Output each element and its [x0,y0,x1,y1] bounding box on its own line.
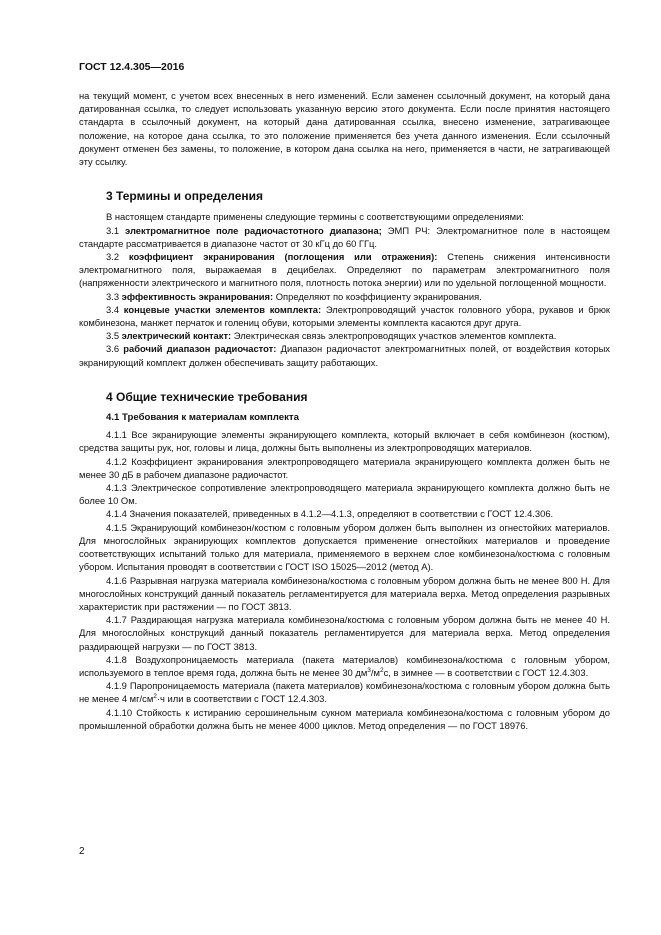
section-4-1-title: 4.1 Требования к материалам комплекта [106,412,299,424]
item-4-1-3: 4.1.3 Электрическое сопротивление электропроводящего материала экранирующего комплекта должно быть не более 10 Ом. [79,482,610,507]
section-3-lead: В настоящем стандарте применены следующие термины с соответствующими определениями: [106,211,524,223]
intro-paragraph: на текущий момент, с учетом всех внесенных в него изменений. Если заменен ссылочный документ, на который дана датированная ссылка, то следует использовать указанную версию этого документа. Если после принятия настоящего стандарта в ссылочный документ, на который дана датированная ссылка, внесено изменение, затрагивающее положение, на которое дана ссылка, то это положение применяется без учета данного изменения. Если ссылочный документ отменен без замены, то положение, в котором дана ссылка на него, применяется в части, не затрагивающей эту ссылку. [79,90,610,168]
item-4-1-1: 4.1.1 Все экранирующие элементы экранирующего комплекта, который включает в себя комбинезон (костюм), средства защиты рук, ног, головы и лица, должны быть выполнены из электропроводящих материалов. [79,429,610,454]
item-4-1-4: 4.1.4 Значения показателей, приведенных в 4.1.2—4.1.3, определяют в соответствии с ГОСТ 12.4.306. [106,508,554,520]
term-3-2: 3.2 коэффициент экранирования (поглощения или отражения): Степень снижения интенсивности электромагнитного поля, выражаемая в децибелах. Определяют по параметрам электромагнитного поля (напряженности электрического и магнитного поля, плотность потока энергии) или по удельной поглощенной мощности. [79,251,610,289]
item-4-1-8: 4.1.8 Воздухопроницаемость материала (пакета материалов) комбинезона/костюма с головным убором, используемого в теплое время года, должна быть не менее 30 $дм^3/м^2с$, в зимнее — в соответствии с ГОСТ 12.4.303. [79,653,610,678]
term-3-4: 3.4 концевые участки элементов комплекта: Электропроводящий участок головного убора, рукавов и брюк комбинезона, манжет перчаток и голениц обуви, которыми элементы комплекта касаются друг друга. [79,303,611,329]
term-3-3: 3.3 эффективность экранирования: Определяют по коэффициенту экранирования. [106,290,482,302]
section-3-title: 3 Термины и определения [106,189,264,204]
term-3-1: 3.1 электромагнитное поле радиочастотного диапазона; ЭМП РЧ: Электромагнитное поле в настоящем стандарте рассматривается в диапазоне частот от 30 кГц до 60 ГГц. [79,224,610,249]
item-4-1-7: 4.1.7 Раздирающая нагрузка материала комбинезона/костюма с головным убором должна быть не менее 40 Н. Для многослойных конструкций данный показатель регламентируется для материала верха. Метод определения раздирающей нагрузки — по ГОСТ 3813. [79,614,610,652]
item-4-1-10: 4.1.10 Стойкость к истиранию серошинельным сукном материала комбинезона/костюма с головным убором до промышленной обработки должна быть не менее 4000 циклов. Метод определения — по ГОСТ 18976. [79,706,610,731]
item-4-1-2: 4.1.2 Коэффициент экранирования электропроводящего материала экранирующего комплекта должен быть не менее 30 дБ в рабочем диапазоне радиочастот. [79,455,610,480]
item-4-1-9: 4.1.9 Паропроницаемость материала (пакета материалов) комбинезона/костюма с головным убором должна быть не менее 4 $мг/см^2\cdot ч$ или в соответствии с ГОСТ 12.4.303. [79,680,610,705]
term-3-5: 3.5 электрический контакт: Электрическая связь электропроводящих участков элементов комплекта. [106,330,557,342]
page-content [79,89,610,732]
section-4-title: 4 Общие технические требования [106,389,308,404]
item-4-1-5: 4.1.5 Экранирующий комбинезон/костюм с головным убором должен быть выполнен из огнестойких материалов. Для многослойных экранирующих комплектов допускается применение огнестойких материалов и проведение соответствующих испытаний только для материала, применяемого в верхнем слое комбинезона/костюма с головным убором. Испытания проводят в соответствии с ГОСТ ISO 15025—2012 (метод А). [79,521,610,573]
term-3-6: 3.6 рабочий диапазон радиочастот: Диапазон радиочастот электромагнитных полей, от воздействия которых экранирующий комплект должен обеспечивать защиту работающих. [79,343,610,368]
item-4-1-6: 4.1.6 Разрывная нагрузка материала комбинезона/костюма с головным убором должна быть не менее 800 Н. Для многослойных конструкций данный показатель регламентируется для материала верха. Метод определения разрывных характеристик при растяжении — по ГОСТ 3813. [79,574,610,612]
document-header: ГОСТ 12.4.305—2016 [79,61,185,73]
page-number: 2 [79,846,85,857]
